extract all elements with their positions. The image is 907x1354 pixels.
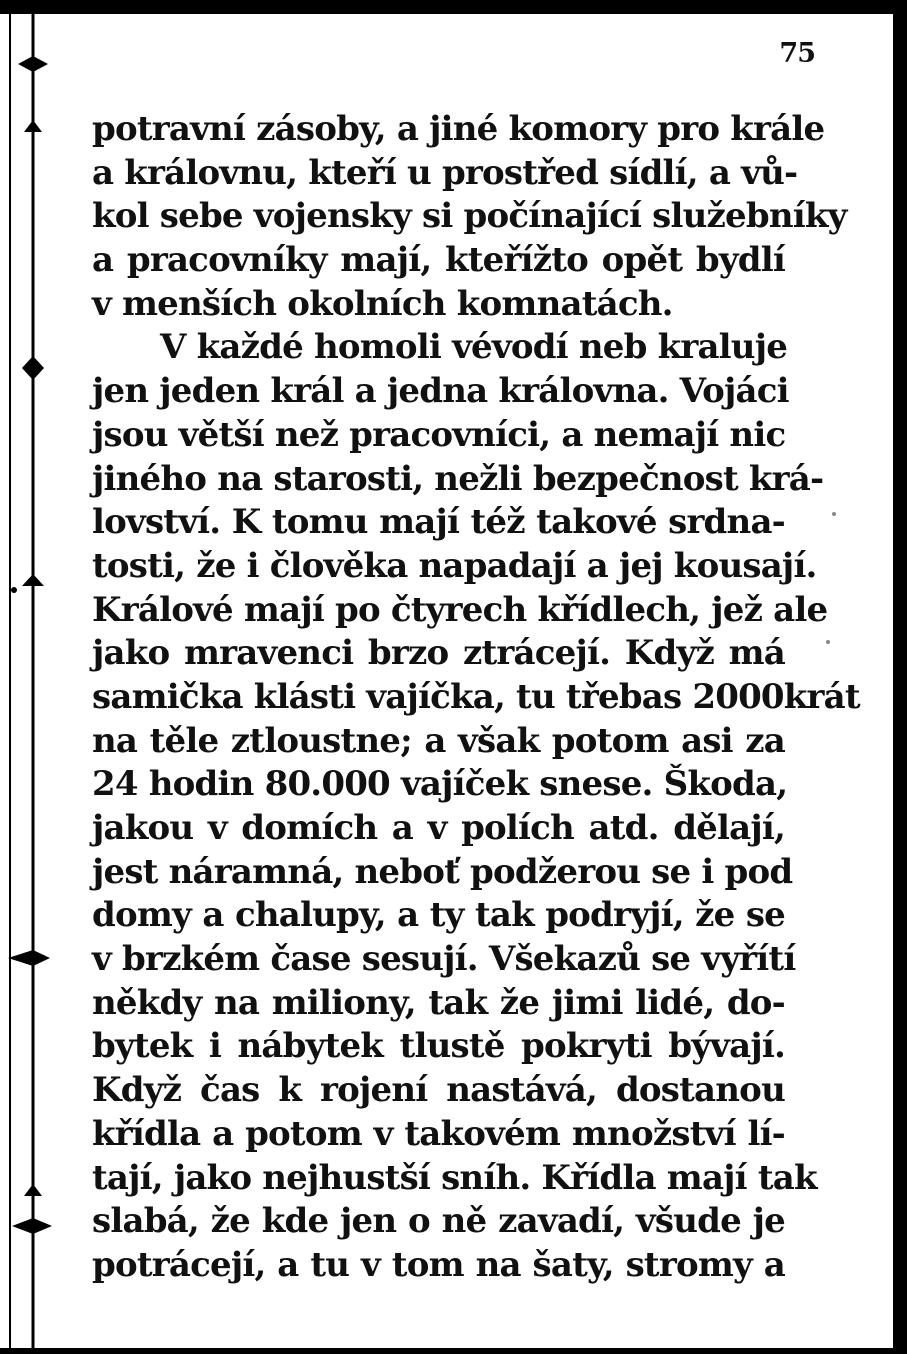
text-line: jen jeden král a jedna královna. Vojáci	[92, 371, 789, 412]
text-line: samička klásti vajíčka, tu třebas 2000krát	[92, 676, 860, 717]
binding-margin-marks	[0, 0, 60, 1354]
text-line: jako mravenci brzo ztrácejí. Když má	[92, 633, 785, 674]
text-line: křídla a potom v takovém množství lí-	[92, 1113, 785, 1154]
text-line: potrácejí, a tu v tom na šaty, stromy a	[92, 1244, 785, 1285]
text-line: a královnu, kteří u prostřed sídlí, a vů-	[92, 152, 798, 193]
text-line: lovství. K tomu mají též takové srdna-	[92, 502, 785, 543]
text-line: kol sebe vojensky si počínající služebníky	[92, 196, 847, 237]
text-line: a pracovníky mají, kteřížto opět bydlí	[92, 240, 785, 281]
scan-border-bottom	[0, 1348, 907, 1354]
text-line: tají, jako nejhustší sníh. Křídla mají tak	[92, 1157, 817, 1198]
text-line: domy a chalupy, a ty tak podryjí, že se	[92, 895, 785, 936]
text-line: jakou v domích a v polích atd. dělají,	[92, 808, 785, 848]
text-line: v brzkém čase sesují. Všekazů se vyřítí	[92, 939, 796, 980]
scan-speck	[826, 640, 830, 644]
text-line: jsou větší než pracovníci, a nemají nic	[92, 414, 786, 455]
text-line: Když čas k rojení nastává, dostanou	[92, 1070, 785, 1111]
text-line: jest náramná, neboť podžerou se i pod	[92, 851, 793, 892]
text-line: na těle ztloustne; a však potom asi za	[92, 720, 785, 761]
text-line: potravní zásoby, a jiné komory pro krále	[92, 109, 825, 149]
text-line: slabá, že kde jen o ně zavadí, všude je	[92, 1201, 785, 1242]
scan-speck	[832, 512, 836, 516]
scan-border-right	[893, 0, 907, 1354]
text-line: jiného na starosti, nežli bezpečnost krá-	[92, 458, 824, 499]
text-line: někdy na miliony, tak že jimi lidé, do-	[92, 982, 785, 1023]
text-line: v menších okolních komnatách.	[92, 283, 673, 324]
text-line: tosti, že i člověka napadají a jej kousají.	[92, 545, 817, 586]
scan-border-top	[0, 0, 907, 14]
page-number: 75	[779, 38, 815, 69]
text-line: bytek i nábytek tlustě pokryti bývají.	[92, 1026, 785, 1067]
text-line: Králové mají po čtyrech křídlech, jež ale	[92, 589, 828, 630]
body-text	[92, 108, 860, 1288]
paragraph-first-line: V každé homoli vévodí neb kraluje	[160, 327, 788, 368]
text-line: 24 hodin 80.000 vajíček snese. Škoda,	[92, 764, 788, 805]
